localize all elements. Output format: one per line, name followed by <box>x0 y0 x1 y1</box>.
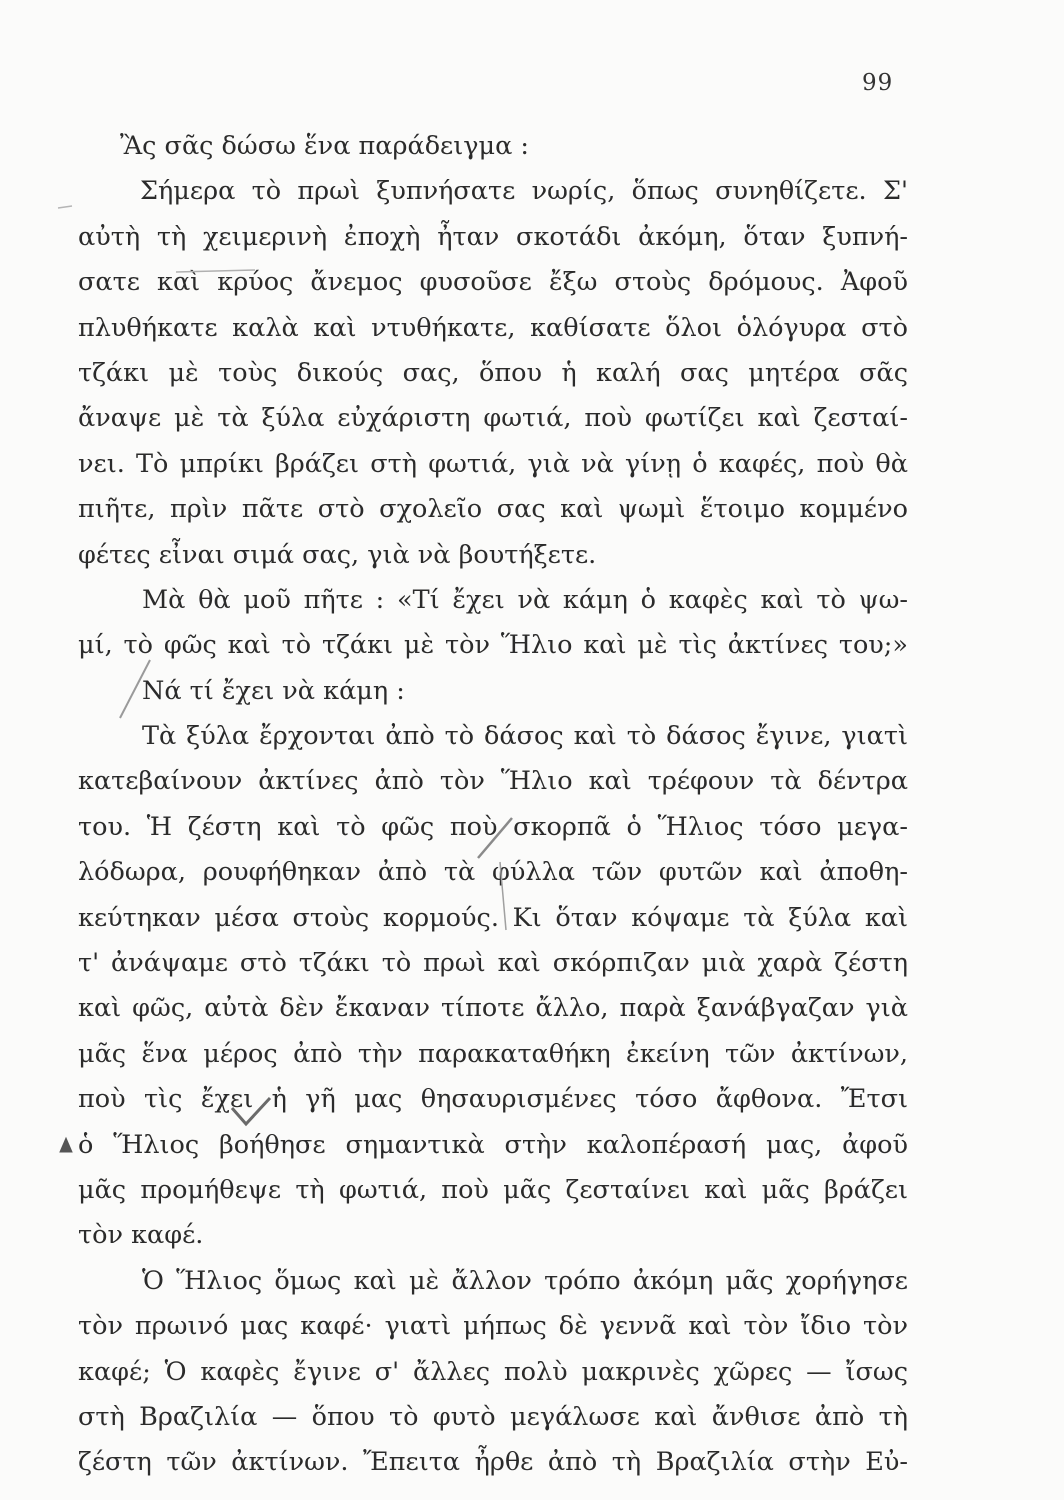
text-line: λόδωρα, ρουφήθηκαν ἀπὸ τὰ φύλλα τῶν φυτῶν καὶ ἀποθη- <box>78 857 908 888</box>
text-line: Τὰ ξύλα ἔρχονται ἀπὸ τὸ δάσος καὶ τὸ δάσος ἔγινε, γιατὶ <box>142 721 908 752</box>
text-line: πλυθήκατε καλὰ καὶ ντυθήκατε, καθίσατε ὅλοι ὁλόγυρα στὸ <box>78 312 908 343</box>
text-line: τζάκι μὲ τοὺς δικούς σας, ὅπου ἡ καλή σας μητέρα σᾶς <box>78 357 908 388</box>
text-line: του. Ἡ ζέστη καὶ τὸ φῶς ποὺ σκορπᾶ ὁ Ἥλιος τόσο μεγα- <box>78 811 908 842</box>
text-line: Ἂς σᾶς δώσω ἕνα παράδειγμα : <box>120 131 529 161</box>
text-line: μᾶς ἕνα μέρος ἀπὸ τὴν παρακαταθήκη ἐκείνη τῶν ἀκτίνων, <box>78 1038 908 1069</box>
text-line: τ' ἀνάψαμε στὸ τζάκι τὸ πρωὶ καὶ σκόρπιζαν μιὰ χαρὰ ζέστη <box>78 948 908 979</box>
text-line: σατε καὶ κρύος ἄνεμος φυσοῦσε ἔξω στοὺς δρόμους. Ἀφοῦ <box>78 267 908 298</box>
text-line: τὸν πρωινό μας καφέ· γιατὶ μήπως δὲ γεννᾶ καὶ τὸν ἴδιο τὸν <box>78 1311 908 1342</box>
body-text <box>78 124 908 1486</box>
text-line: καὶ φῶς, αὐτὰ δὲν ἔκαναν τίποτε ἄλλο, παρὰ ξανάβγαζαν γιὰ <box>78 993 908 1024</box>
text-line: Μὰ θὰ μοῦ πῆτε : «Τί ἔχει νὰ κάμη ὁ καφὲς καὶ τὸ ψω- <box>142 584 908 615</box>
text-line: μί, τὸ φῶς καὶ τὸ τζάκι μὲ τὸν Ἥλιο καὶ μὲ τὶς ἀκτίνες του;» <box>78 630 908 661</box>
text-line: Νά τί ἔχει νὰ κάμη : <box>142 675 405 706</box>
pencil-underline-mark <box>58 206 72 208</box>
text-line: Σήμερα τὸ πρωὶ ξυπνήσατε νωρίς, ὅπως συνηθίζετε. Σ' <box>140 176 908 207</box>
text-line: κεύτηκαν μέσα στοὺς κορμούς. Κι ὅταν κόψαμε τὰ ξύλα καὶ <box>78 902 908 933</box>
text-line: νει. Τὸ μπρίκι βράζει στὴ φωτιά, γιὰ νὰ γίνῃ ὁ καφές, ποὺ θὰ <box>78 448 908 479</box>
text-line: τὸν καφέ. <box>78 1220 204 1251</box>
text-line: Ὁ Ἥλιος ὅμως καὶ μὲ ἄλλον τρόπο ἀκόμη μᾶς χορήγησε <box>142 1265 908 1296</box>
page-number: 99 <box>862 70 894 96</box>
text-line: καφέ; Ὁ καφὲς ἔγινε σ' ἄλλες πολὺ μακρινὲς χῶρες — ἴσως <box>78 1356 908 1387</box>
text-line: κατεβαίνουν ἀκτίνες ἀπὸ τὸν Ἥλιο καὶ τρέφουν τὰ δέντρα <box>78 766 908 797</box>
text-line: ποὺ τὶς ἔχει ἡ γῆ μας θησαυρισμένες τόσο ἄφθονα. Ἔτσι <box>78 1084 908 1115</box>
text-line: ζέστη τῶν ἀκτίνων. Ἔπειτα ἦρθε ἀπὸ τὴ Βραζιλία στὴν Εὐ- <box>78 1447 908 1478</box>
text-line: πιῆτε, πρὶν πᾶτε στὸ σχολεῖο σας καὶ ψωμὶ ἕτοιμο κομμένο <box>78 494 908 525</box>
text-line: μᾶς προμήθεψε τὴ φωτιά, ποὺ μᾶς ζεσταίνει καὶ μᾶς βράζει <box>78 1174 908 1205</box>
pencil-arrow-mark <box>60 1138 72 1152</box>
text-line: ἄναψε μὲ τὰ ξύλα εὐχάριστη φωτιά, ποὺ φωτίζει καὶ ζεσταί- <box>78 403 908 434</box>
text-line: στὴ Βραζιλία — ὅπου τὸ φυτὸ μεγάλωσε καὶ ἄνθισε ἀπὸ τὴ <box>78 1401 908 1432</box>
text-line: ὁ Ἥλιος βοήθησε σημαντικὰ στὴν καλοπέρασή μας, ἀφοῦ <box>78 1129 908 1160</box>
text-line: αὐτὴ τὴ χειμερινὴ ἐποχὴ ἦταν σκοτάδι ἀκόμη, ὅταν ξυπνή- <box>78 221 908 252</box>
text-line: φέτες εἶναι σιμά σας, γιὰ νὰ βουτήξετε. <box>78 539 597 570</box>
